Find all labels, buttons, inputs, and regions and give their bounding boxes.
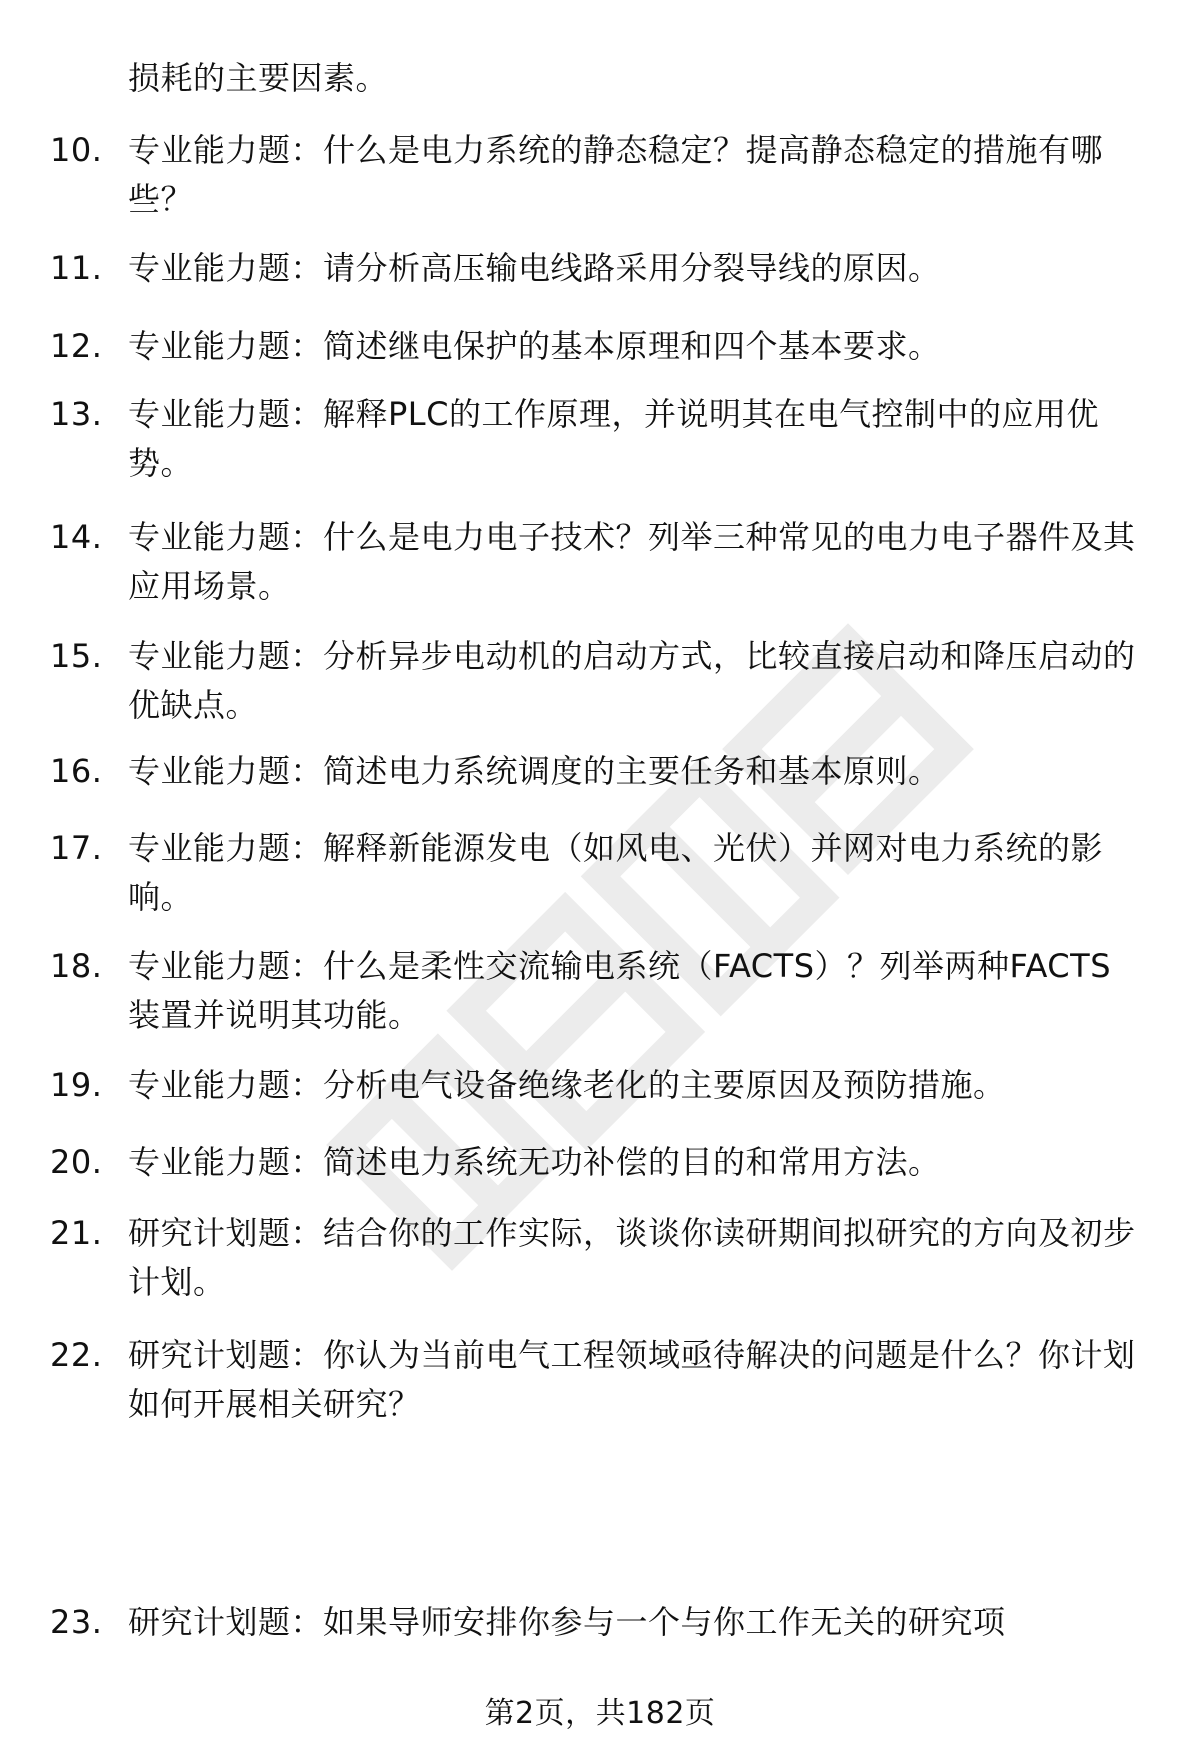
question-text: 专业能力题：简述电力系统调度的主要任务和基本原则。 <box>128 752 941 790</box>
item-number: 10. <box>50 131 103 169</box>
continuation-text: 损耗的主要因素。 <box>128 59 389 97</box>
item-number: 11. <box>50 249 103 287</box>
item-number: 15. <box>50 637 103 675</box>
question-text: 专业能力题：解释新能源发电（如风电、光伏）并网对电力系统的影响。 <box>128 829 1104 916</box>
question-text: 研究计划题：你认为当前电气工程领域亟待解决的问题是什么？你计划如何开展相关研究？ <box>128 1336 1136 1423</box>
item-number: 21. <box>50 1214 103 1252</box>
item-number: 14. <box>50 518 103 556</box>
item-number: 18. <box>50 947 103 985</box>
question-text: 专业能力题：分析电气设备绝缘老化的主要原因及预防措施。 <box>128 1066 1006 1104</box>
question-text: 专业能力题：什么是电力电子技术？列举三种常见的电力电子器件及其应用场景。 <box>128 518 1136 605</box>
question-text: 专业能力题：简述继电保护的基本原理和四个基本要求。 <box>128 327 941 365</box>
question-text: 专业能力题：简述电力系统无功补偿的目的和常用方法。 <box>128 1143 941 1181</box>
question-text: 研究计划题：结合你的工作实际，谈谈你读研期间拟研究的方向及初步计划。 <box>128 1214 1136 1301</box>
question-text: 专业能力题：什么是柔性交流输电系统（FACTS）？列举两种FACTS装置并说明其功能。 <box>128 947 1112 1034</box>
item-number: 12. <box>50 327 103 365</box>
item-number: 16. <box>50 752 103 790</box>
question-text: 专业能力题：请分析高压输电线路采用分裂导线的原因。 <box>128 249 941 287</box>
item-number: 23. <box>50 1603 103 1641</box>
item-number: 22. <box>50 1336 103 1374</box>
item-number: 13. <box>50 395 103 433</box>
question-text: 专业能力题：分析异步电动机的启动方式，比较直接启动和降压启动的优缺点。 <box>128 637 1136 724</box>
question-text: 专业能力题：解释PLC的工作原理，并说明其在电气控制中的应用优势。 <box>128 395 1099 482</box>
item-number: 17. <box>50 829 103 867</box>
item-number: 19. <box>50 1066 103 1104</box>
question-text: 研究计划题：如果导师安排你参与一个与你工作无关的研究项 <box>128 1603 1006 1641</box>
page-number: 第2页，共182页 <box>484 1696 716 1731</box>
question-text: 专业能力题：什么是电力系统的静态稳定？提高静态稳定的措施有哪些？ <box>128 131 1104 218</box>
item-number: 20. <box>50 1143 103 1181</box>
